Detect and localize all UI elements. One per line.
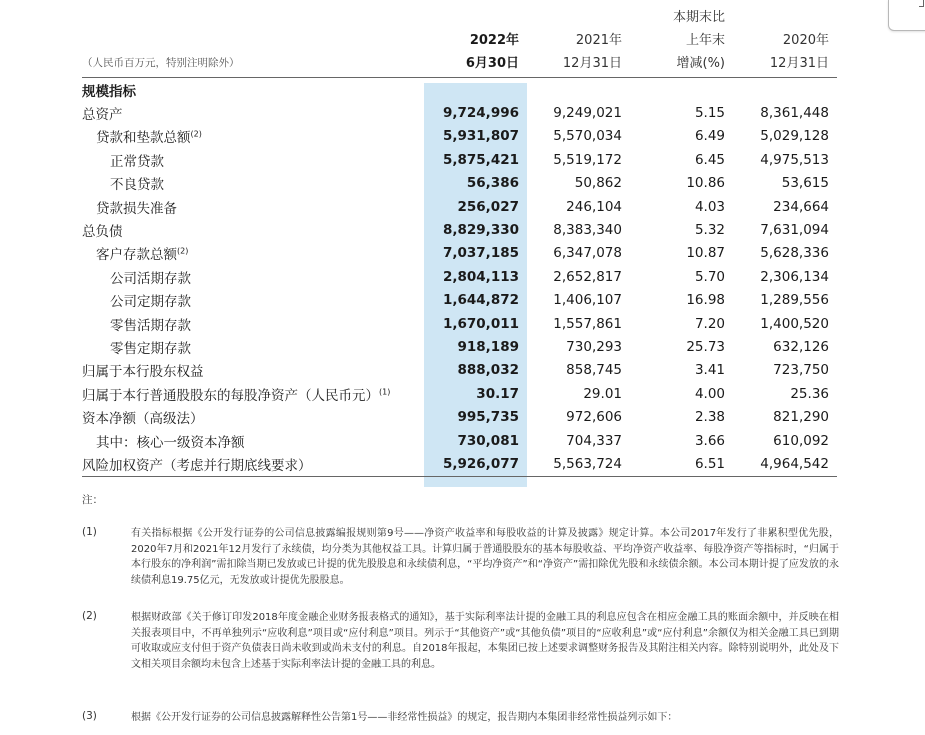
value-change: 16.98 bbox=[686, 292, 725, 309]
note-number: (2) bbox=[82, 610, 97, 622]
row-label: 归属于本行股东权益 bbox=[82, 364, 204, 381]
value-2022: 56,386 bbox=[466, 175, 519, 192]
value-2022: 1,670,011 bbox=[442, 315, 519, 332]
value-change: 25.73 bbox=[686, 338, 725, 355]
value-2021: 730,293 bbox=[566, 338, 622, 355]
value-2021: 8,383,340 bbox=[553, 222, 622, 239]
note-text: 根据财政部《关于修订印发2018年度金融企业财务报表格式的通知》，基于实际利率法计提的金融工具的利息应包含在相应金融工具的账面余额中，并反映在相关报表项目中，不再单独列示“应收利息”项目或“应付利息”项目。列示于“其他资产”或“其他负债”项目的“应收利息”或“应付利息”余额仅为相关金融工具已到期可收取或应支付但于资产负债表日尚未收到或尚未支付的利息。自2018年报起，本集团已按上述要求调整财务报告及其附注相关内容。除特别说明外，此处及下文相关项目余额均未包含上述基于实际利率法计提的金融工具的利息。 bbox=[131, 612, 839, 670]
value-2021: 5,570,034 bbox=[553, 128, 622, 145]
value-2022: 30.17 bbox=[476, 385, 519, 402]
value-change: 6.51 bbox=[630, 452, 733, 476]
value-2022: 730,081 bbox=[457, 432, 519, 449]
row-label: 总负债 bbox=[82, 224, 123, 241]
scale-indicators-table bbox=[82, 6, 837, 477]
unit-note: （人民币百万元，特别注明除外） bbox=[82, 52, 424, 78]
footnote-ref: (1) bbox=[379, 387, 391, 397]
value-2021: 1,406,107 bbox=[553, 292, 622, 309]
value-change: 3.66 bbox=[694, 432, 725, 449]
table-row bbox=[82, 125, 837, 148]
value-change: 5.15 bbox=[694, 105, 725, 122]
value-2020: 8,361,448 bbox=[760, 105, 829, 122]
value-2021: 2,652,817 bbox=[553, 268, 622, 285]
value-2020: 723,750 bbox=[773, 362, 829, 379]
col-change-h0: 本期末比 bbox=[672, 10, 725, 25]
row-label: 公司活期存款 bbox=[110, 270, 191, 287]
row-label: 正常贷款 bbox=[110, 153, 164, 170]
table-row bbox=[82, 218, 837, 241]
col-2020-h1: 2020年 bbox=[782, 33, 829, 48]
value-2022: 2,804,113 bbox=[442, 268, 519, 285]
value-change: 10.86 bbox=[686, 175, 725, 192]
value-2020: 4,964,542 bbox=[733, 452, 837, 476]
value-2022: 5,926,077 bbox=[424, 452, 527, 476]
col-2021-h2: 12月31日 bbox=[527, 52, 630, 78]
note-text: 有关指标根据《公开发行证券的公司信息披露编报规则第9号——净资产收益率和每股收益的计算及披露》规定计算。本公司2017年发行了非累积型优先股，2020年7月和2021年12月发行了永续债，均分类为其他权益工具。计算归属于普通股股东的基本每股收益、平均净资产收益率、每股净资产等指标时，“归属于本行股东的净利润”需扣除当期已发放或已计提的优先股股息和永续债利息，“平均净资产”和“净资产”需扣除优先股和永续债余额。本公司本期计提了应发放的永续债利息19.75亿元，无发放或计提优先股股息。 bbox=[131, 528, 839, 586]
row-label: 贷款和垫款总额$^{(2)}$ bbox=[96, 129, 202, 147]
notes-label: 注： bbox=[82, 494, 103, 506]
table-row bbox=[82, 148, 837, 171]
row-label: 公司定期存款 bbox=[110, 294, 191, 311]
value-change: 5.70 bbox=[694, 268, 725, 285]
table-row bbox=[82, 405, 837, 428]
row-label: 资本净额（高级法） bbox=[82, 411, 204, 428]
page-corner-tab[interactable] bbox=[888, 0, 925, 31]
note-text: 根据《公开发行证券的公司信息披露解释性公告第1号——非经常性损益》的规定，报告期内本集团非经常性损益列示如下： bbox=[131, 712, 678, 723]
value-change: 6.45 bbox=[694, 151, 725, 168]
value-change: 5.32 bbox=[694, 222, 725, 239]
value-change: 3.41 bbox=[694, 362, 725, 379]
table-row bbox=[82, 359, 837, 382]
value-2021: 29.01 bbox=[583, 385, 622, 402]
row-label: 零售定期存款 bbox=[110, 340, 191, 357]
table-row bbox=[82, 242, 837, 265]
row-label: 风险加权资产（考虑并行期底线要求） bbox=[82, 452, 424, 476]
value-2021: 5,563,724 bbox=[527, 452, 630, 476]
value-2021: 1,557,861 bbox=[553, 315, 622, 332]
value-2022: 7,037,185 bbox=[442, 245, 519, 262]
table-row bbox=[82, 289, 837, 312]
value-2021: 246,104 bbox=[566, 198, 622, 215]
value-2020: 2,306,134 bbox=[760, 268, 829, 285]
value-change: 4.03 bbox=[694, 198, 725, 215]
note-number: (3) bbox=[82, 710, 97, 722]
col-2021-h1: 2021年 bbox=[575, 33, 622, 48]
value-change: 7.20 bbox=[694, 315, 725, 332]
row-label: 其中：核心一级资本净额 bbox=[96, 434, 245, 451]
value-2020: 25.36 bbox=[790, 385, 829, 402]
col-2020-h2: 12月31日 bbox=[733, 52, 837, 78]
table-row bbox=[82, 429, 837, 452]
value-change: 10.87 bbox=[686, 245, 725, 262]
value-2020: 632,126 bbox=[773, 338, 829, 355]
value-2021: 972,606 bbox=[566, 409, 622, 426]
value-2022: 5,875,421 bbox=[442, 151, 519, 168]
value-2021: 5,519,172 bbox=[553, 151, 622, 168]
table-row bbox=[82, 195, 837, 218]
table-row bbox=[82, 172, 837, 195]
value-2020: 1,289,556 bbox=[760, 292, 829, 309]
col-2022-h1: 2022年 bbox=[469, 33, 519, 48]
value-2022: 8,829,330 bbox=[442, 222, 519, 239]
value-2022: 918,189 bbox=[457, 338, 519, 355]
value-2021: 9,249,021 bbox=[553, 105, 622, 122]
value-2022: 256,027 bbox=[457, 198, 519, 215]
value-2021: 858,745 bbox=[566, 362, 622, 379]
col-change-h1: 上年末 bbox=[685, 33, 725, 48]
row-label: 不良贷款 bbox=[110, 177, 164, 194]
value-2022: 1,644,872 bbox=[442, 292, 519, 309]
value-change: 2.38 bbox=[694, 409, 725, 426]
table-row bbox=[82, 265, 837, 288]
value-2020: 610,092 bbox=[773, 432, 829, 449]
value-2020: 4,975,513 bbox=[760, 151, 829, 168]
value-2020: 234,664 bbox=[773, 198, 829, 215]
row-label: 归属于本行普通股股东的每股净资产（人民币元）$^{(1)}$ bbox=[82, 387, 391, 404]
col-2022-h0 bbox=[424, 6, 527, 29]
table-row bbox=[82, 101, 837, 124]
col-change-h2: 增减(%) bbox=[630, 52, 733, 78]
value-2020: 53,615 bbox=[781, 175, 829, 192]
row-label: 规模指标 bbox=[82, 83, 136, 100]
table-row bbox=[82, 78, 837, 102]
row-label: 总资产 bbox=[82, 107, 123, 124]
table-row bbox=[82, 452, 837, 476]
value-change: 4.00 bbox=[694, 385, 725, 402]
row-label: 零售活期存款 bbox=[110, 317, 191, 334]
value-2020: 1,400,520 bbox=[760, 315, 829, 332]
note-number: (1) bbox=[82, 526, 97, 538]
value-2022: 995,735 bbox=[457, 409, 519, 426]
row-label: 贷款损失准备 bbox=[96, 200, 177, 217]
col-2021-h0 bbox=[527, 6, 630, 29]
table-row bbox=[82, 335, 837, 358]
footnote-ref: (2) bbox=[190, 129, 202, 139]
table-row bbox=[82, 312, 837, 335]
value-2022: 9,724,996 bbox=[442, 105, 519, 122]
value-2020: 5,029,128 bbox=[760, 128, 829, 145]
value-2021: 6,347,078 bbox=[553, 245, 622, 262]
value-2021: 704,337 bbox=[566, 432, 622, 449]
value-2022: 888,032 bbox=[457, 362, 519, 379]
row-label: 客户存款总额$^{(2)}$ bbox=[96, 246, 189, 264]
value-2022: 5,931,807 bbox=[442, 128, 519, 145]
col-2022-h2: 6月30日 bbox=[424, 52, 527, 78]
value-2020: 821,290 bbox=[773, 409, 829, 426]
value-2020: 7,631,094 bbox=[760, 222, 829, 239]
footnote-ref: (2) bbox=[177, 246, 189, 256]
value-2021: 50,862 bbox=[574, 175, 622, 192]
col-2020-h0 bbox=[733, 6, 837, 29]
value-change: 6.49 bbox=[694, 128, 725, 145]
table-row bbox=[82, 382, 837, 405]
value-2020: 5,628,336 bbox=[760, 245, 829, 262]
